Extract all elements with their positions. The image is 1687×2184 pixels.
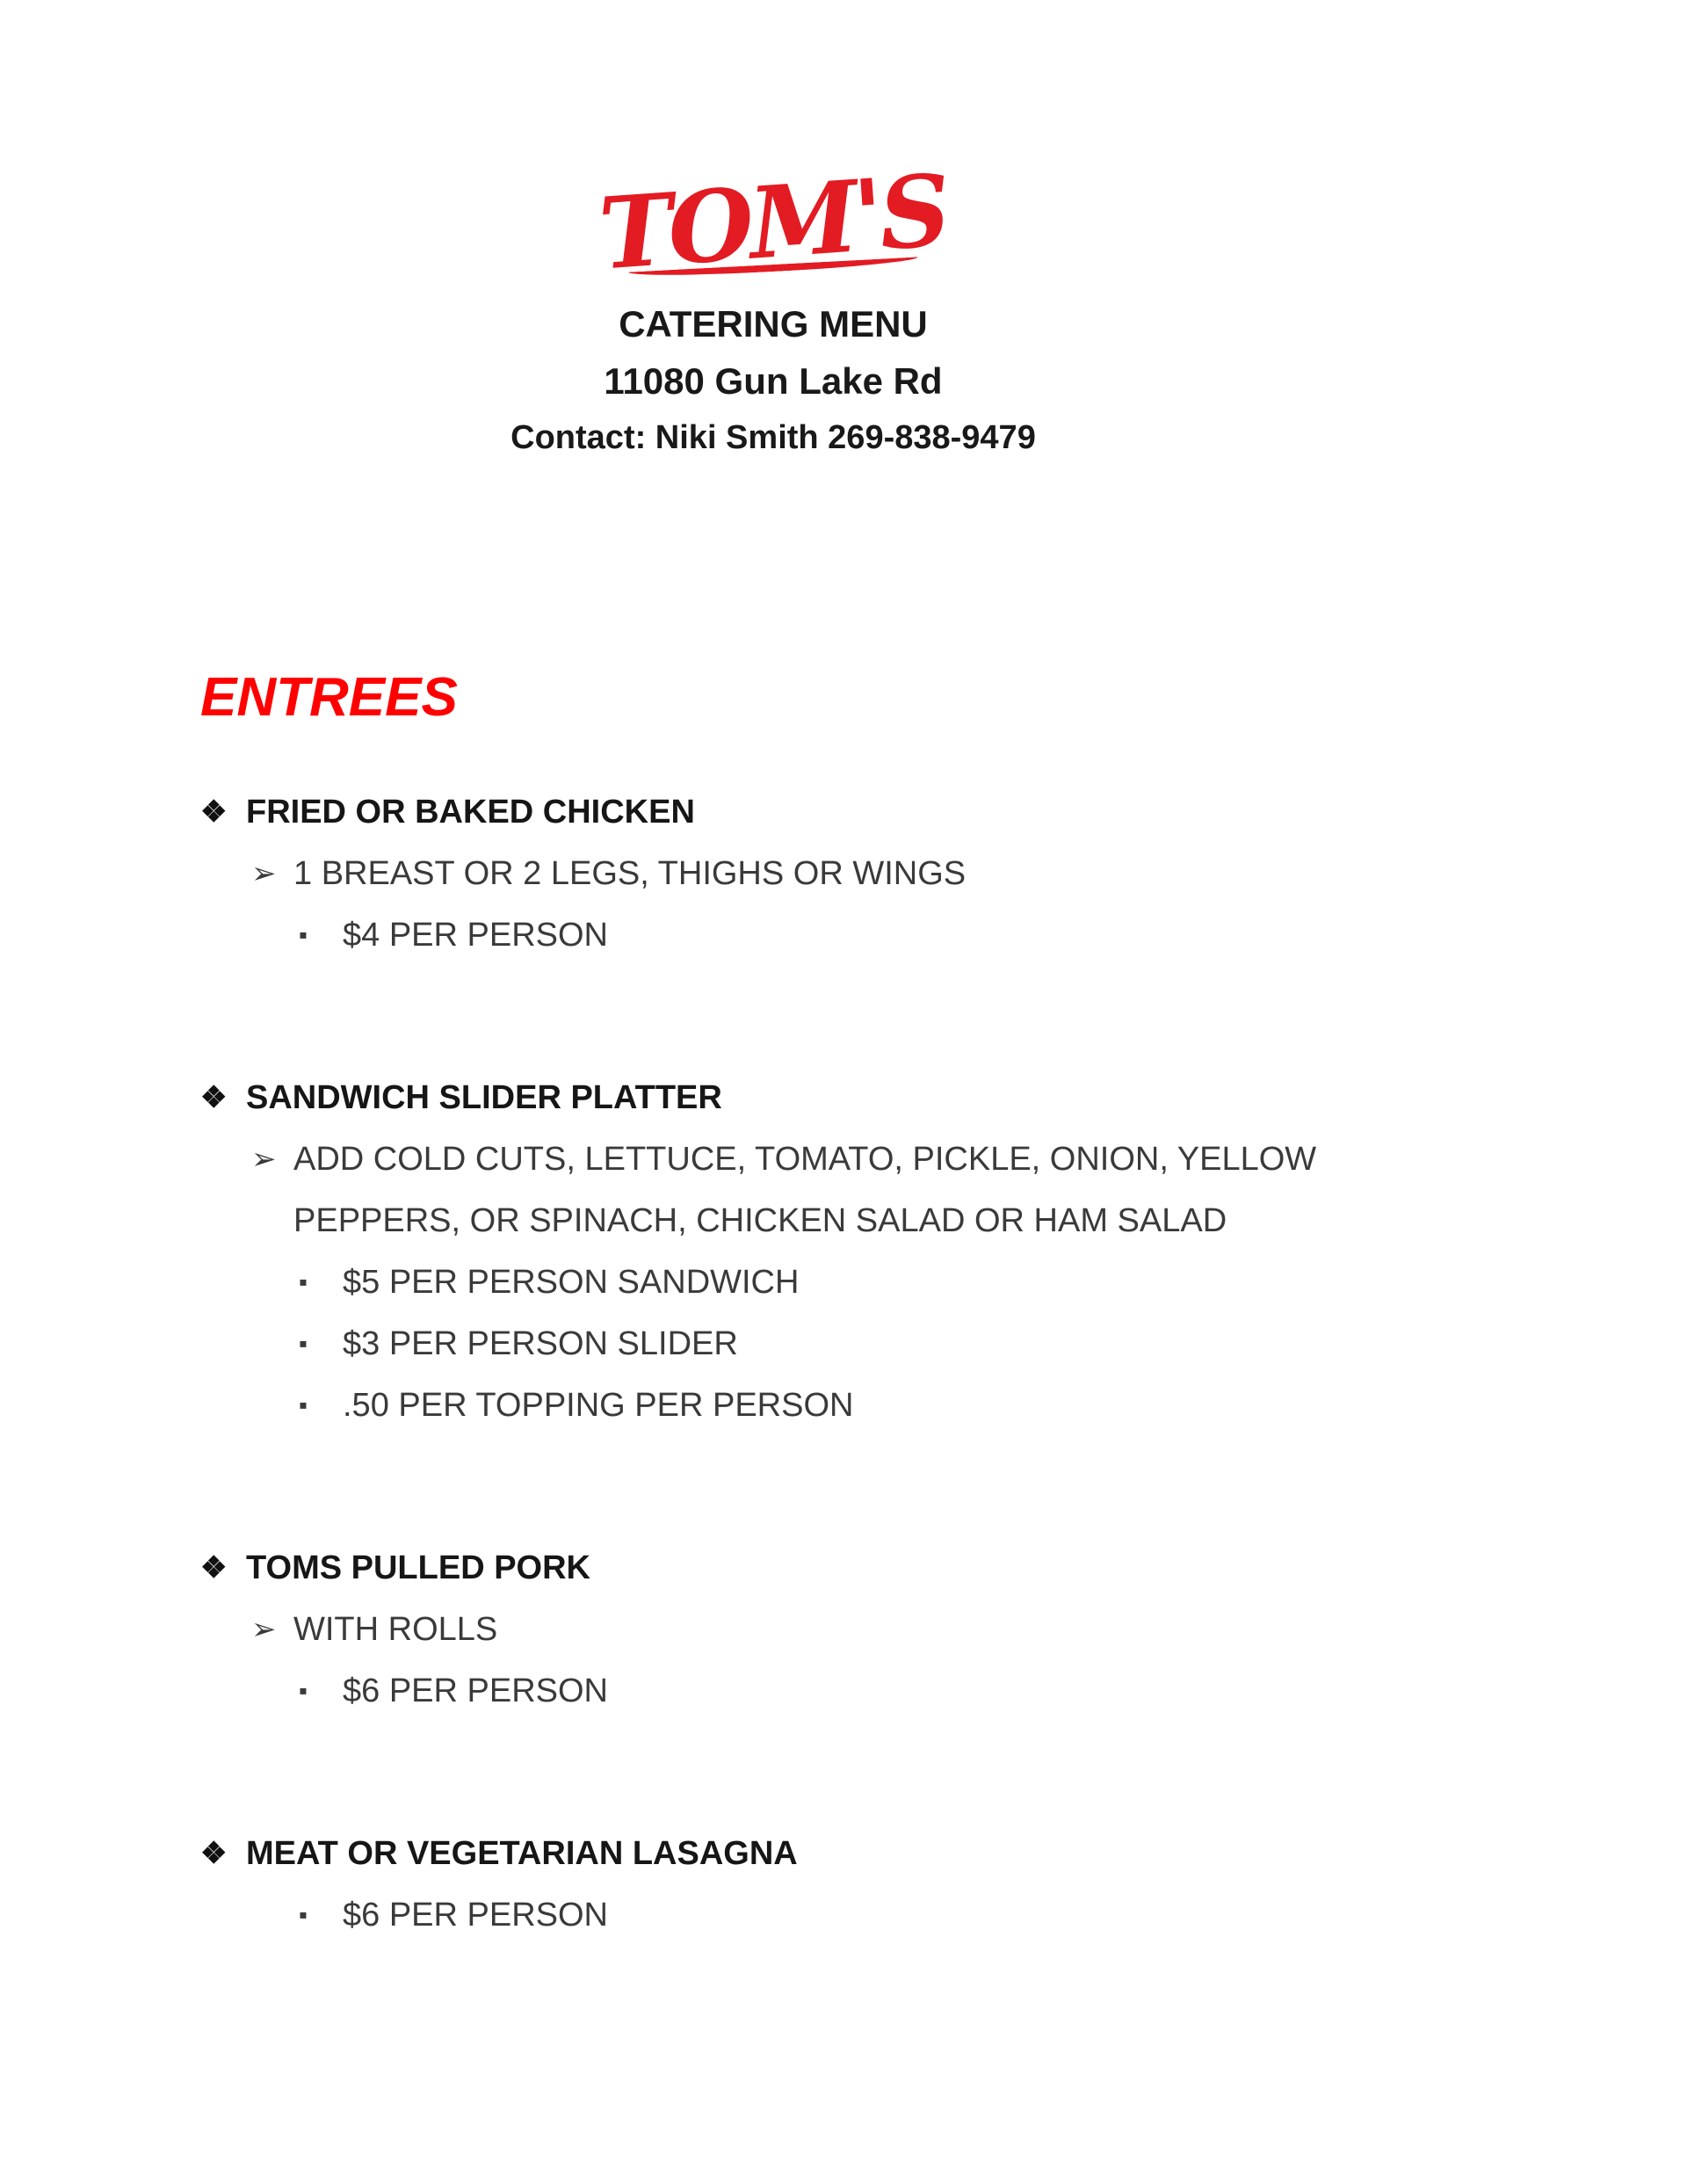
diamond-bullet-icon: ❖ xyxy=(200,1836,228,1870)
menu-item-list xyxy=(200,781,1430,1946)
toms-logo: TOM'S xyxy=(596,153,951,293)
menu-line-row xyxy=(200,1884,1430,1946)
square-bullet-icon: ▪ xyxy=(299,1267,308,1295)
menu-item-name: SANDWICH SLIDER PLATTER xyxy=(246,1078,722,1116)
menu-line-row xyxy=(200,904,1430,966)
address-line: 11080 Gun Lake Rd xyxy=(604,359,943,402)
entrees-section-title: ENTREES xyxy=(200,666,458,728)
square-bullet-icon: ▪ xyxy=(299,1900,308,1928)
menu-item-name: MEAT OR VEGETARIAN LASAGNA xyxy=(246,1834,798,1872)
catering-menu-title: CATERING MENU xyxy=(619,302,928,345)
square-bullet-icon: ▪ xyxy=(299,1676,308,1704)
menu-line-row xyxy=(200,1375,1430,1436)
menu-line-row xyxy=(200,843,1430,904)
menu-line-text: 1 BREAST OR 2 LEGS, THIGHS OR WINGS xyxy=(293,854,967,892)
menu-line-text: $5 PER PERSON SANDWICH xyxy=(343,1263,800,1301)
contact-line: Contact: Niki Smith 269-838-9479 xyxy=(510,418,1036,456)
menu-line-text: ADD COLD CUTS, LETTUCE, TOMATO, PICKLE, ONION, YELLOW PEPPERS, OR SPINACH, CHICKEN SALAD OR HAM SALAD xyxy=(293,1140,1317,1239)
menu-item-name: FRIED OR BAKED CHICKEN xyxy=(246,793,695,831)
menu-item xyxy=(200,1067,1430,1436)
menu-line-text: WITH ROLLS xyxy=(293,1610,498,1648)
square-bullet-icon: ▪ xyxy=(299,1329,308,1357)
menu-item xyxy=(200,781,1430,966)
document-header xyxy=(202,0,1344,465)
square-bullet-icon: ▪ xyxy=(299,1390,308,1419)
menu-item-name: TOMS PULLED PORK xyxy=(246,1549,590,1586)
menu-item-name-row xyxy=(200,1823,1430,1884)
arrow-bullet-icon: ➢ xyxy=(251,1142,277,1176)
menu-line-text: $3 PER PERSON SLIDER xyxy=(343,1324,738,1362)
menu-item xyxy=(200,1823,1430,1946)
menu-line-text: $4 PER PERSON xyxy=(343,916,608,954)
diamond-bullet-icon: ❖ xyxy=(200,795,228,829)
square-bullet-icon: ▪ xyxy=(299,920,308,948)
menu-line-row xyxy=(200,1252,1430,1313)
menu-item-name-row xyxy=(200,1067,1430,1128)
arrow-bullet-icon: ➢ xyxy=(251,1612,277,1646)
menu-item xyxy=(200,1537,1430,1722)
menu-line-text: $6 PER PERSON xyxy=(343,1672,608,1709)
menu-line-row xyxy=(200,1313,1430,1375)
arrow-bullet-icon: ➢ xyxy=(251,856,277,890)
menu-item-name-row xyxy=(200,781,1430,843)
menu-line-row xyxy=(200,1660,1430,1722)
menu-line-row xyxy=(200,1599,1430,1660)
menu-line-row xyxy=(200,1128,1430,1252)
diamond-bullet-icon: ❖ xyxy=(200,1080,228,1114)
menu-line-text: .50 PER TOPPING PER PERSON xyxy=(343,1386,854,1424)
menu-item-name-row xyxy=(200,1537,1430,1599)
diamond-bullet-icon: ❖ xyxy=(200,1550,228,1585)
menu-line-text: $6 PER PERSON xyxy=(343,1896,608,1934)
